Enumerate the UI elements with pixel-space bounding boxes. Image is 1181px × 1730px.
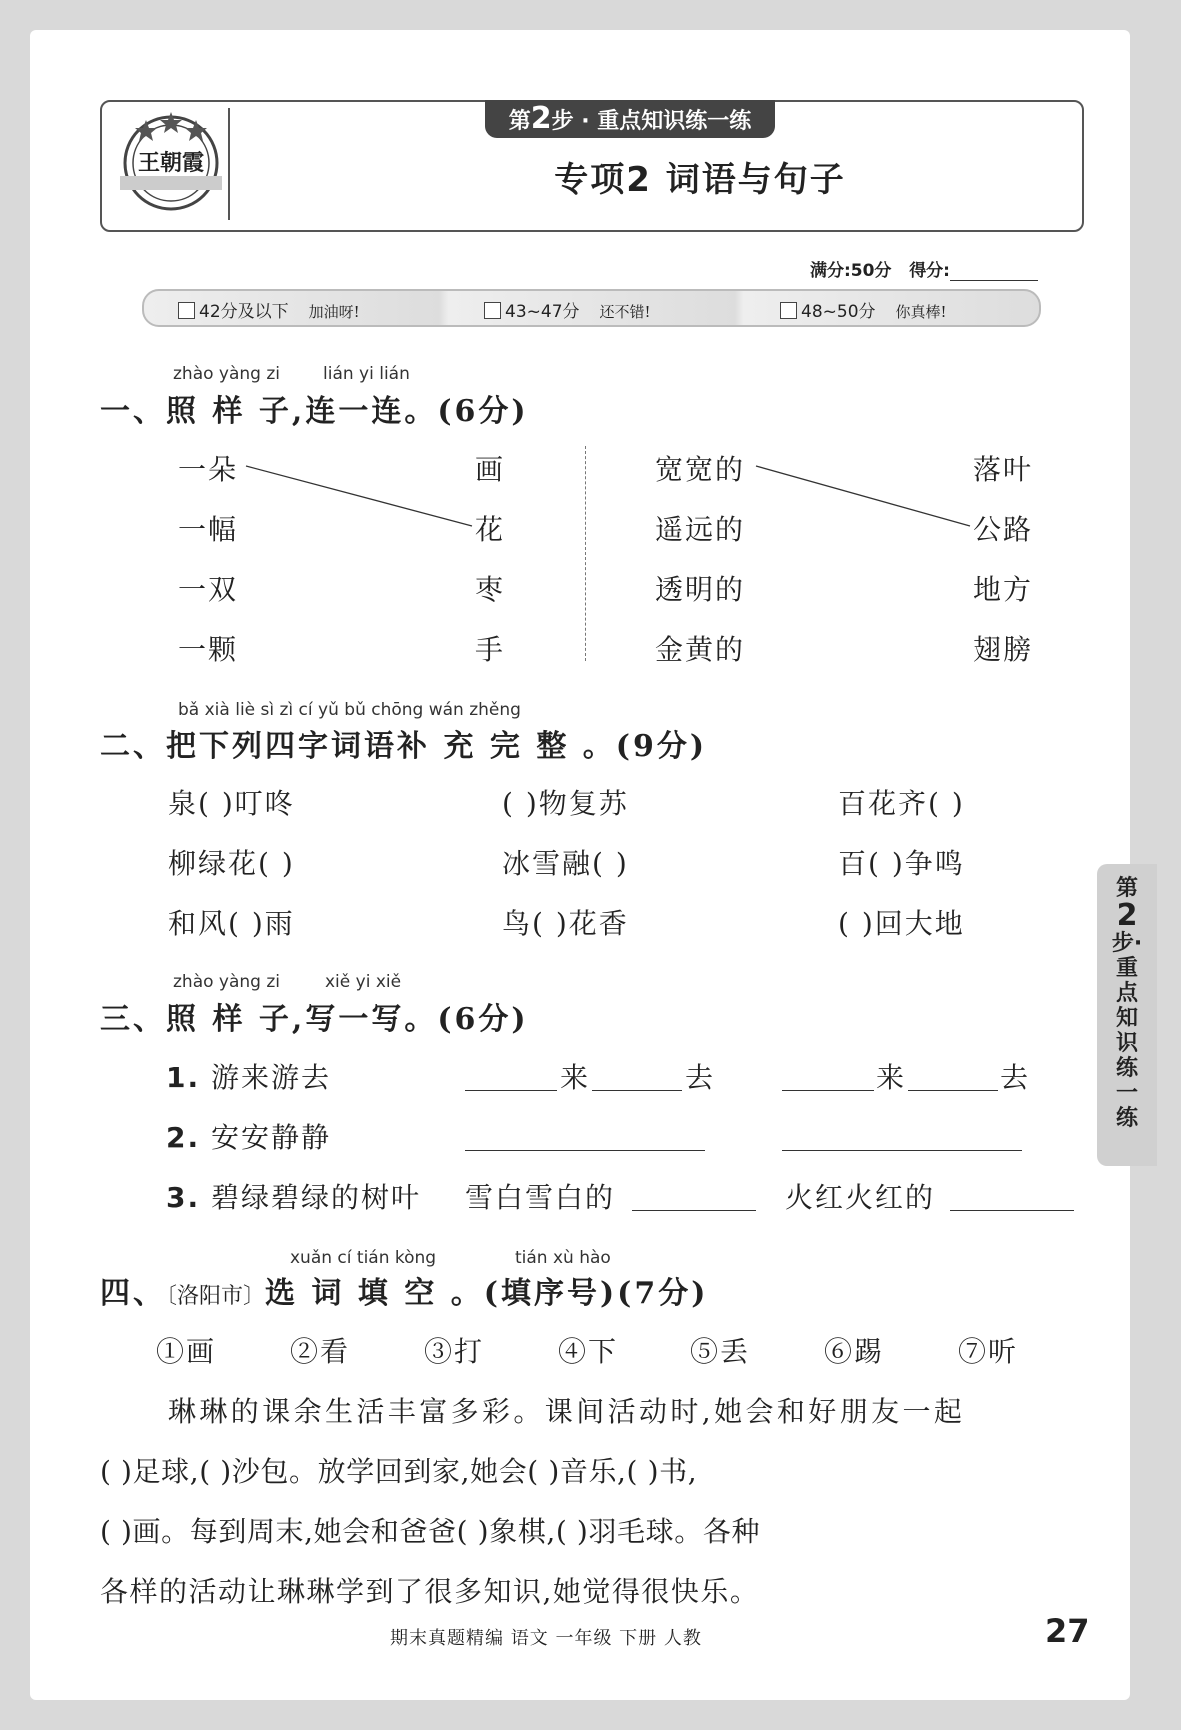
item-3: 3. 碧绿碧绿的树叶 <box>166 1181 422 1214</box>
grade-tag: 加油呀! <box>308 303 360 321</box>
hint-char: 去 <box>685 1061 716 1094</box>
source-tag: 〔洛阳市〕 <box>166 1284 266 1309</box>
word[interactable]: 翅膀 <box>973 633 1034 666</box>
option[interactable]: ③打 <box>424 1335 485 1368</box>
section-4-title: 四、〔洛阳市〕选 词 填 空 。(填序号)(7分) <box>100 1276 709 1311</box>
word[interactable]: 地方 <box>973 573 1034 606</box>
word[interactable]: 花 <box>475 513 506 546</box>
idiom-blank[interactable]: ( )回大地 <box>838 907 965 940</box>
side-tab: 第 2 步· 重 点 知 识 练 一 练 <box>1097 864 1157 1166</box>
option[interactable]: ⑤丢 <box>690 1335 751 1368</box>
item-1: 1. 游来游去 <box>166 1061 332 1094</box>
word[interactable]: 公路 <box>973 513 1034 546</box>
idiom-blank[interactable]: 鸟( )花香 <box>502 907 629 940</box>
answer-blank[interactable] <box>908 1090 998 1091</box>
answer-blank[interactable] <box>632 1210 756 1211</box>
grade-low: 42分及以下 加油呀! <box>178 297 360 322</box>
pinyin: zhào yàng zi <box>173 972 281 992</box>
hint-char: 来 <box>876 1061 907 1094</box>
answer-blank[interactable] <box>465 1090 557 1091</box>
answer-blank[interactable] <box>782 1150 1022 1151</box>
option[interactable]: ①画 <box>156 1335 217 1368</box>
passage-line: 各样的活动让琳琳学到了很多知识,她觉得很快乐。 <box>100 1575 760 1608</box>
svg-text:王朝霞: 王朝霞 <box>137 150 205 176</box>
prompt: 火红火红的 <box>785 1181 936 1214</box>
pinyin: xiě yi xiě <box>325 972 402 992</box>
pinyin: xuǎn cí tián kòng <box>290 1248 437 1268</box>
section-2-title: 二、把下列四字词语补 充 完 整 。(9分) <box>100 729 708 764</box>
answer-blank[interactable] <box>782 1090 874 1091</box>
hint-char: 来 <box>560 1061 591 1094</box>
option[interactable]: ⑦听 <box>958 1335 1019 1368</box>
option[interactable]: ⑥踢 <box>824 1335 885 1368</box>
word[interactable]: 画 <box>475 453 506 486</box>
footer-text: 期末真题精编 语文 一年级 下册 人教 <box>390 1628 702 1649</box>
section-3-title: 三、照 样 子,写一写。(6分) <box>100 1002 529 1037</box>
grade-tag: 你真棒! <box>895 303 947 321</box>
idiom-blank[interactable]: 百花齐( ) <box>838 787 965 820</box>
grade-mid: 43~47分 还不错! <box>484 297 651 322</box>
hint-char: 去 <box>1000 1061 1031 1094</box>
prompt: 雪白雪白的 <box>465 1181 616 1214</box>
answer-blank[interactable] <box>592 1090 682 1091</box>
pinyin: zhào yàng zi <box>173 364 281 384</box>
word[interactable]: 落叶 <box>973 453 1034 486</box>
idiom-blank[interactable]: 和风( )雨 <box>168 907 295 940</box>
score-line: 满分:50分 得分: <box>810 256 1038 281</box>
answer-blank[interactable] <box>465 1150 705 1151</box>
idiom-blank[interactable]: 柳绿花( ) <box>168 847 295 880</box>
word[interactable]: 手 <box>475 633 506 666</box>
word[interactable]: 一双 <box>178 573 239 606</box>
page-number: 27 <box>1045 1612 1090 1650</box>
option[interactable]: ②看 <box>290 1335 351 1368</box>
word[interactable]: 一朵 <box>178 453 239 486</box>
pinyin: bǎ xià liè sì zì cí yǔ bǔ chōng wán zhěng <box>178 700 521 720</box>
passage-line: ( )足球,( )沙包。放学回到家,她会( )音乐,( )书, <box>100 1455 698 1488</box>
grade-tag: 还不错! <box>599 303 651 321</box>
word[interactable]: 金黄的 <box>655 633 746 666</box>
section-1-title: 一、照 样 子,连一连。(6分) <box>100 394 529 429</box>
page-title: 专项2 词语与句子 <box>554 160 846 200</box>
idiom-blank[interactable]: 百( )争鸣 <box>838 847 965 880</box>
answer-blank[interactable] <box>950 1210 1074 1211</box>
word[interactable]: 一颗 <box>178 633 239 666</box>
passage-line: 琳琳的课余生活丰富多彩。课间活动时,她会和好朋友一起 <box>168 1395 966 1428</box>
word[interactable]: 一幅 <box>178 513 239 546</box>
grade-high: 48~50分 你真棒! <box>780 297 947 322</box>
idiom-blank[interactable]: ( )物复苏 <box>502 787 629 820</box>
word[interactable]: 枣 <box>475 573 506 606</box>
word[interactable]: 透明的 <box>655 573 746 606</box>
word[interactable]: 遥远的 <box>655 513 746 546</box>
pinyin: tián xù hào <box>515 1248 611 1268</box>
pinyin: lián yi lián <box>323 364 410 384</box>
idiom-blank[interactable]: 冰雪融( ) <box>502 847 629 880</box>
word[interactable]: 宽宽的 <box>655 453 746 486</box>
option[interactable]: ④下 <box>558 1335 619 1368</box>
item-2: 2. 安安静静 <box>166 1121 332 1154</box>
step-banner: 第2步 · 重点知识练一练 <box>485 100 775 138</box>
idiom-blank[interactable]: 泉( )叮咚 <box>168 787 295 820</box>
passage-line: ( )画。每到周末,她会和爸爸( )象棋,( )羽毛球。各种 <box>100 1515 761 1548</box>
